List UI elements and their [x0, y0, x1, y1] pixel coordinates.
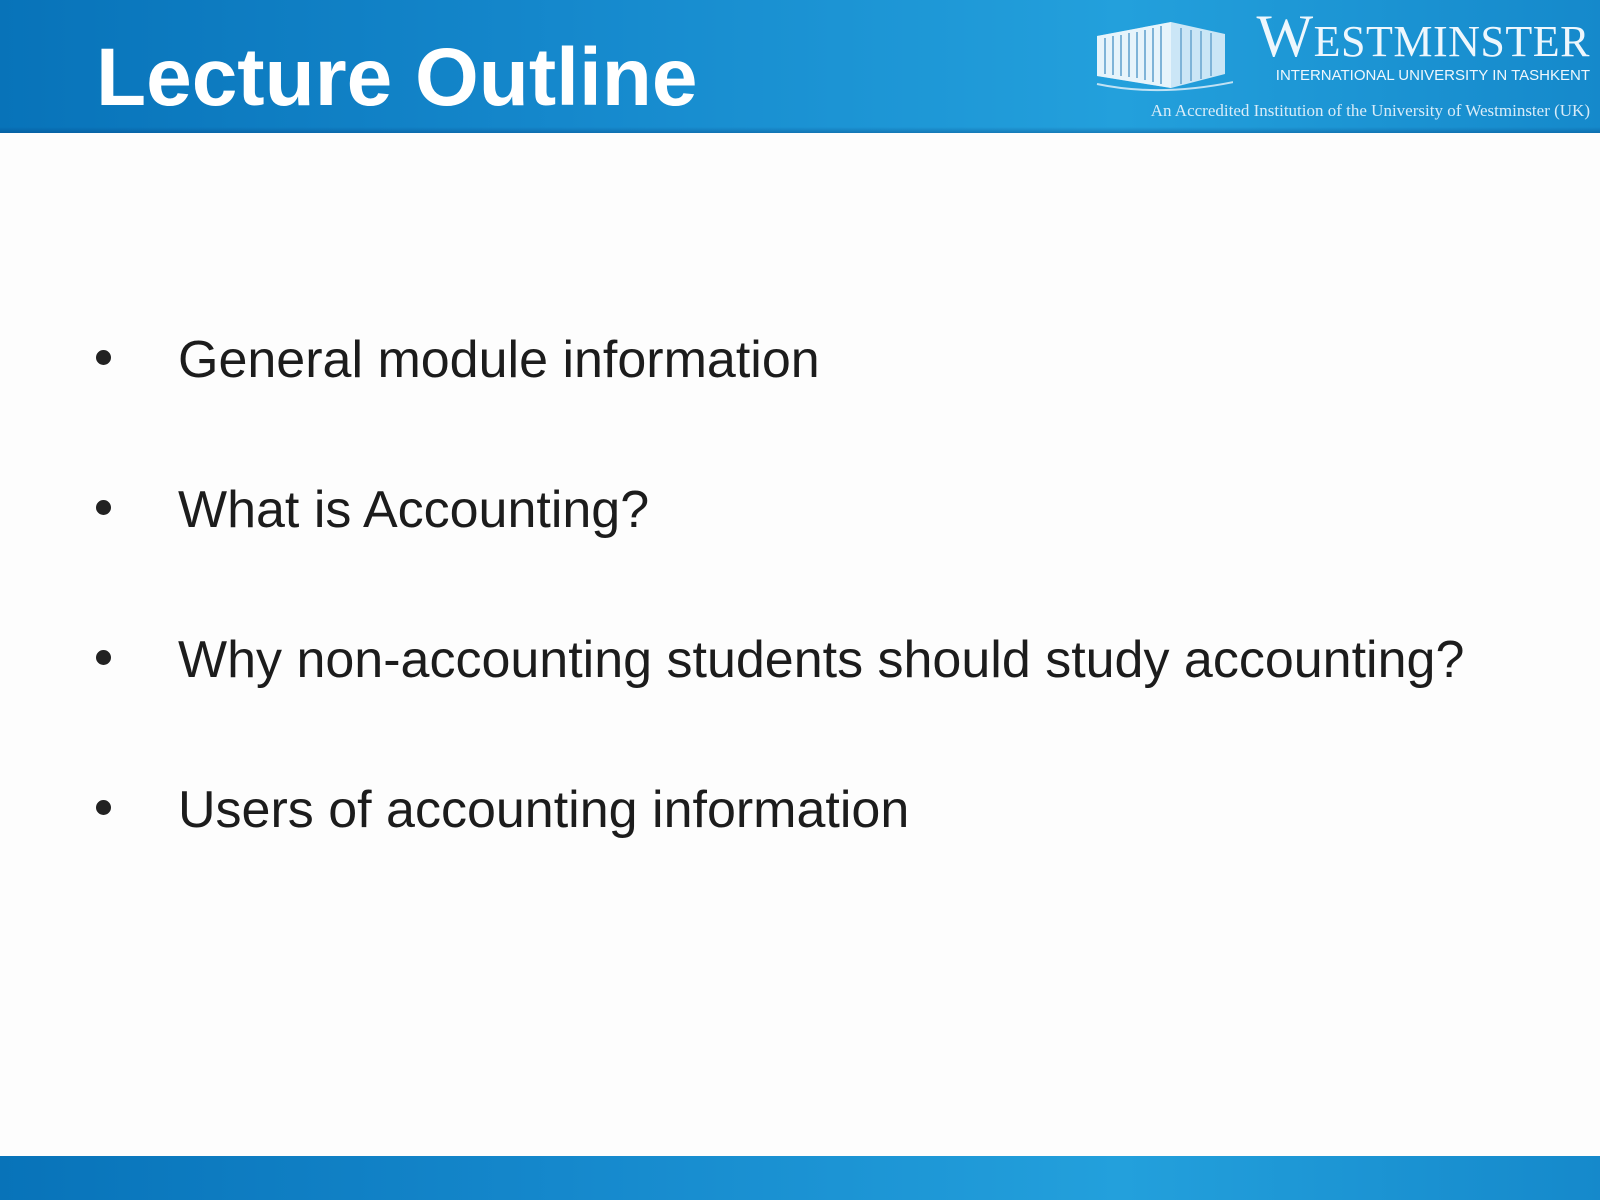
list-item-text: Users of accounting information [178, 781, 910, 839]
slide-title: Lecture Outline [96, 32, 698, 123]
logo-wordmark-initial: W [1256, 3, 1314, 69]
bullet-icon [96, 500, 111, 515]
list-item [0, 460, 1600, 610]
list-item [0, 610, 1600, 760]
bullet-icon [96, 800, 111, 815]
bullet-icon [96, 350, 111, 365]
logo-subtitle: INTERNATIONAL UNIVERSITY IN TASHKENT [1275, 67, 1590, 84]
bullet-icon [96, 650, 111, 665]
list-item-text: What is Accounting? [178, 481, 650, 539]
logo-wordmark-rest: ESTMINSTER [1313, 17, 1590, 66]
list-item-text: General module information [178, 331, 820, 389]
list-item [0, 310, 1600, 460]
footer-band [0, 1156, 1600, 1200]
outline-list [0, 310, 1600, 910]
list-item [0, 760, 1600, 910]
logo-tagline: An Accredited Institution of the University of Westminster (UK) [1150, 101, 1590, 120]
header-band [0, 0, 1600, 133]
logo-wordmark [1230, 3, 1590, 69]
university-logo [1085, 3, 1590, 126]
list-item-text: Why non-accounting students should study accounting? [178, 631, 1465, 689]
